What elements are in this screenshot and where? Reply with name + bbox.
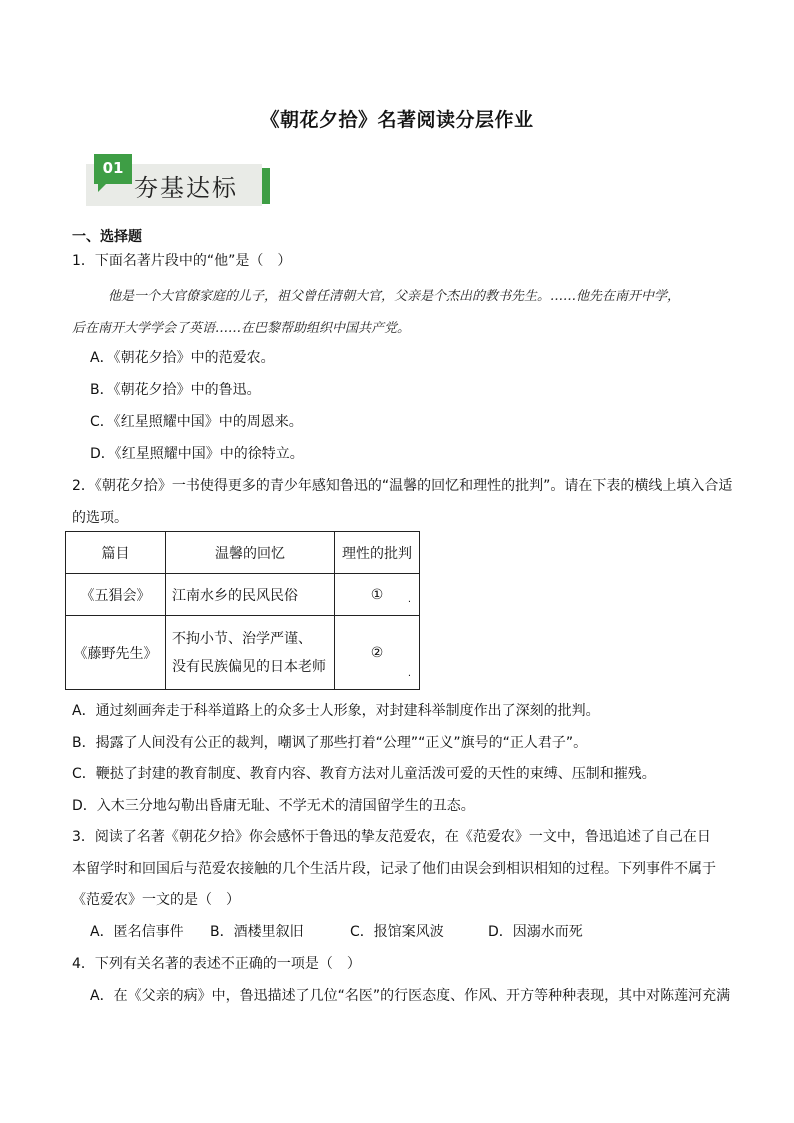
q3-option-a: A．匿名信事件 — [90, 924, 184, 940]
page-title: 《朝花夕拾》名著阅读分层作业 — [260, 109, 534, 131]
table-header-cell: 理性的批判 — [335, 532, 420, 574]
table-row — [66, 616, 420, 690]
q1-stem: 1．下面名著片段中的“他”是（ ） — [72, 253, 292, 269]
q3-option-d: D．因溺水而死 — [488, 924, 583, 940]
blank-marker: ① — [370, 586, 384, 603]
blank-underline-mark: . — [407, 668, 411, 679]
table-cell-memory: 江南水乡的民风民俗 — [166, 574, 335, 616]
q2-stem-line2: 的选项。 — [72, 510, 128, 526]
q3-option-b: B．酒楼里叙旧 — [210, 924, 304, 940]
table-header-cell: 温馨的回忆 — [166, 532, 335, 574]
memory-line: 没有民族偏见的日本老师 — [172, 658, 326, 675]
table-header-row — [66, 532, 420, 574]
blank-underline-mark: . — [407, 594, 411, 605]
q3-option-c: C．报馆案风波 — [350, 924, 444, 940]
banner-label: 夯基达标 — [134, 174, 238, 202]
table-header-cell: 篇目 — [66, 532, 166, 574]
banner-accent-bar — [262, 168, 270, 204]
q1-option-a: A．《朝花夕拾》中的范爱农。 — [90, 350, 275, 366]
table-cell-title: 《五猖会》 — [66, 574, 166, 616]
q4-stem: 4．下列有关名著的表述不正确的一项是（ ） — [72, 956, 361, 972]
q1-option-c: C．《红星照耀中国》中的周恩来。 — [90, 414, 303, 430]
table-cell-title: 《藤野先生》 — [66, 616, 166, 690]
q4-option-a: A．在《父亲的病》中，鲁迅描述了几位“名医”的行医态度、作风、开方等种种表现，其中对陈莲河充满 — [90, 988, 731, 1004]
memory-line: 不拘小节、治学严谨、 — [172, 630, 312, 647]
q3-line2: 本留学时和回国后与范爱农接触的几个生活片段，记录了他们由误会到相识相知的过程。下列事件不属于 — [72, 861, 716, 877]
q2-option-d: D．入木三分地勾勒出昏庸无耻、不学无术的清国留学生的丑态。 — [72, 798, 475, 814]
q1-quote-line2: 后在南开大学学会了英语……在巴黎帮助组织中国共产党。 — [72, 321, 411, 336]
banner-badge-tail — [98, 184, 106, 192]
q2-stem-line1: 2．《朝花夕拾》一书使得更多的青少年感知鲁迅的“温馨的回忆和理性的批判”。请在下表的横线上填入合适 — [72, 478, 733, 494]
table-cell-blank — [335, 616, 420, 690]
section-heading: 一、选择题 — [72, 229, 142, 245]
table-cell-memory — [166, 616, 335, 690]
q3-line1: 3．阅读了名著《朝花夕拾》你会感怀于鲁迅的挚友范爱农，在《范爱农》一文中，鲁迅追述了自己在日 — [72, 829, 711, 845]
q1-option-d: D．《红星照耀中国》中的徐特立。 — [90, 446, 304, 462]
q1-option-b: B．《朝花夕拾》中的鲁迅。 — [90, 382, 261, 398]
q2-table — [65, 531, 420, 690]
table-row — [66, 574, 420, 616]
q2-option-c: C．鞭挞了封建的教育制度、教育内容、教育方法对儿童活泼可爱的天性的束缚、压制和摧残。 — [72, 766, 656, 782]
table-cell-blank — [335, 574, 420, 616]
section-banner — [86, 154, 270, 206]
q3-line3: 《范爱农》一文的是（ ） — [72, 892, 240, 908]
banner-number-badge: 01 — [94, 154, 132, 184]
blank-marker: ② — [370, 644, 384, 661]
q2-option-b: B．揭露了人间没有公正的裁判，嘲讽了那些打着“公理”“正义”旗号的“正人君子”。 — [72, 735, 588, 751]
q2-option-a: A．通过刻画奔走于科举道路上的众多士人形象，对封建科举制度作出了深刻的批判。 — [72, 703, 600, 719]
q1-quote-line1: 他是一个大官僚家庭的儿子，祖父曾任清朝大官，父亲是个杰出的教书先生。……他先在南开中学， — [108, 289, 681, 304]
